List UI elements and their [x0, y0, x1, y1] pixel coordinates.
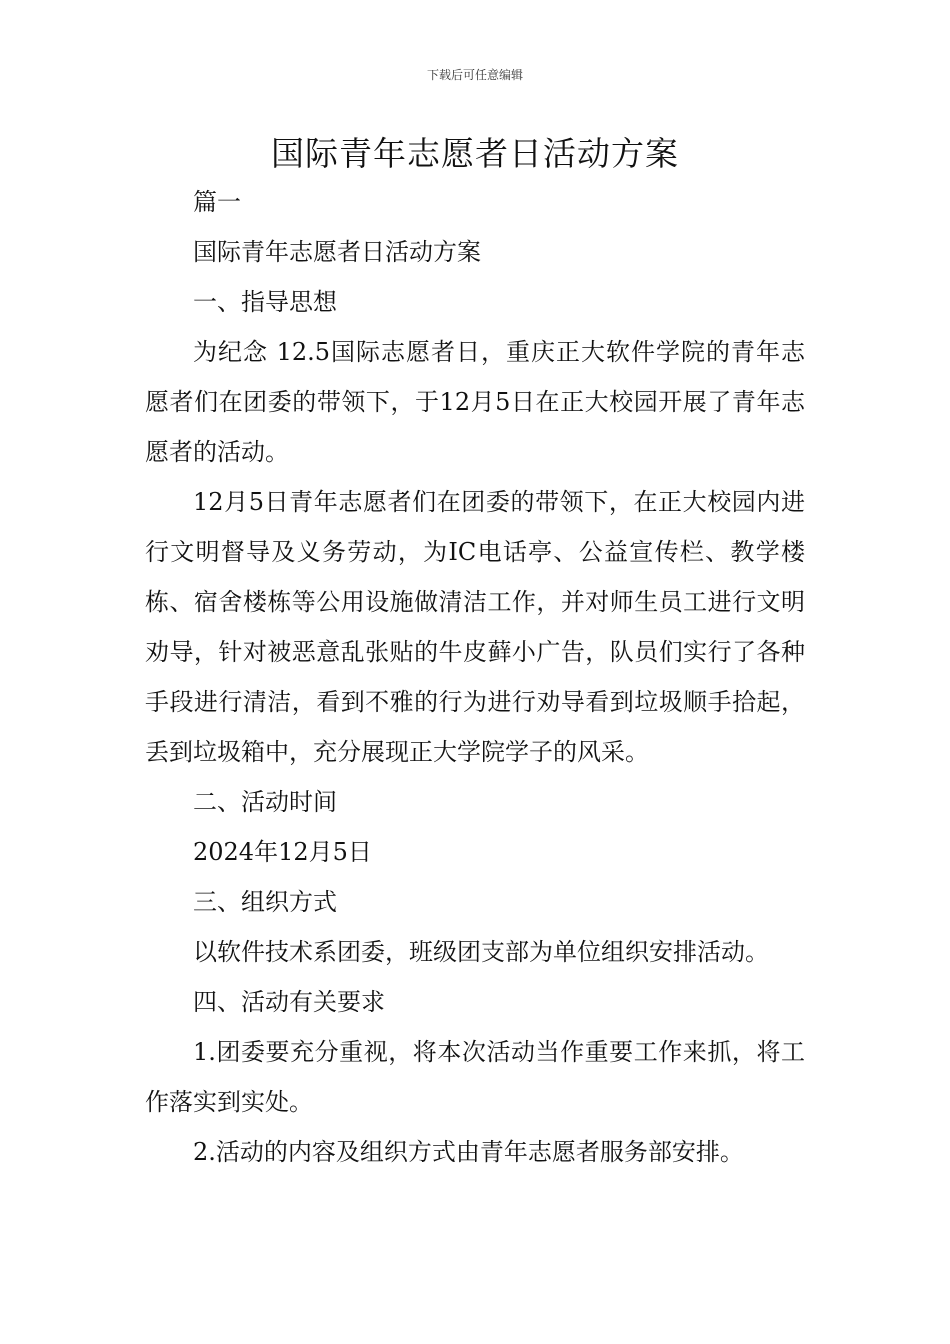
header-note: 下载后可任意编辑 — [426, 68, 523, 82]
paragraph: 12月5日青年志愿者们在团委的带领下，在正大校园内进行文明督导及义务劳动，为IC电话亭、公益宣传栏、教学楼栋、宿舍楼栋等公用设施做清洁工作，并对师生员工进行文明劝导，针对被恶意乱张贴的牛皮藓小广告，队员们实行了各种手段进行清洁，看到不雅的行为进行劝导看到垃圾顺手拾起，丢到垃圾箱中，充分展现正大学院学子的风采。 — [145, 488, 805, 766]
document-body — [145, 177, 805, 1177]
heading-activity-time: 二、活动时间 — [193, 788, 337, 816]
list-item: 1.团委要充分重视，将本次活动当作重要工作来抓，将工作落实到实处。 — [145, 1038, 805, 1116]
document-title: 国际青年志愿者日活动方案 — [271, 134, 679, 173]
paragraph: 以软件技术系团委，班级团支部为单位组织安排活动。 — [193, 938, 769, 966]
section-label: 篇一 — [193, 188, 241, 216]
heading-organization: 三、组织方式 — [193, 888, 337, 916]
activity-date: 2024年12月5日 — [193, 838, 372, 866]
paragraph: 为纪念 12.5国际志愿者日，重庆正大软件学院的青年志愿者们在团委的带领下，于12月5日在正大校园开展了青年志愿者的活动。 — [145, 338, 805, 466]
subtitle: 国际青年志愿者日活动方案 — [193, 238, 481, 266]
heading-requirements: 四、活动有关要求 — [193, 988, 385, 1016]
list-item: 2.活动的内容及组织方式由青年志愿者服务部安排。 — [193, 1138, 744, 1166]
heading-guiding-idea: 一、指导思想 — [193, 288, 337, 316]
